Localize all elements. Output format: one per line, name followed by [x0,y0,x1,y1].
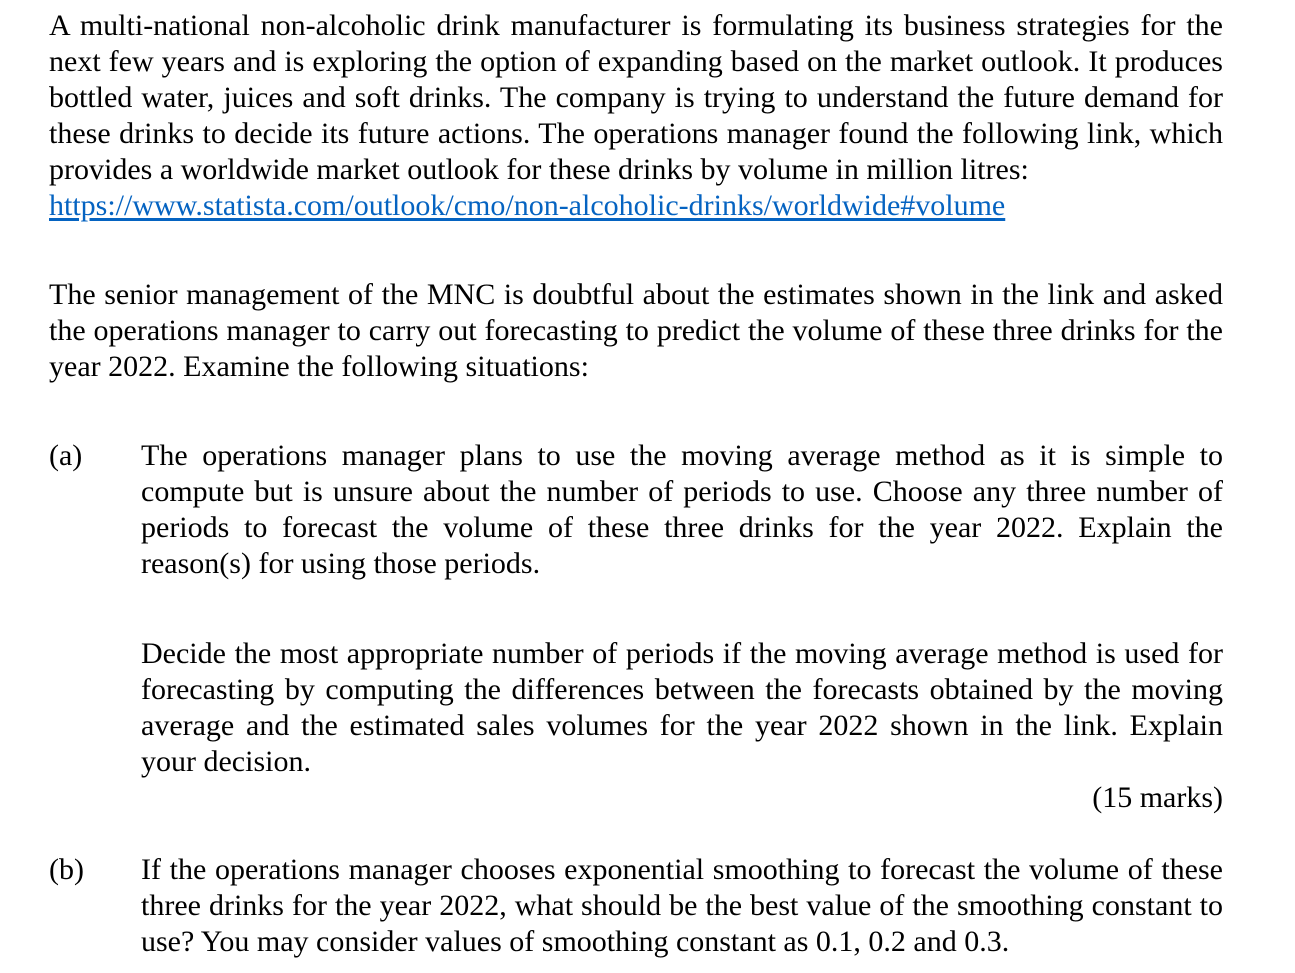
management-paragraph: The senior management of the MNC is doubtful about the estimates shown in the link and asked the operations manager to carry out forecasting to predict the volume of these three drinks for the year 2022. Examine the following situations: [49,278,1223,383]
intro-paragraph: A multi-national non-alcoholic drink manufacturer is formulating its business strategies for the next few years and is exploring the option of expanding based on the market outlook. It produces bottled water, juices and soft drinks. The company is trying to understand the future demand for these drinks to decide its future actions. The operations manager found the following link, which provides a worldwide market outlook for these drinks by volume in million litres: [49,9,1223,186]
question-b-label: (b) [49,853,84,886]
question-b-body [141,852,1223,960]
question-a [49,438,1223,816]
document-page [49,8,1223,960]
question-a-label: (a) [49,439,83,472]
question-b [49,852,1223,960]
question-a-text-2: Decide the most appropriate number of periods if the moving average method is used for forecasting by computing the differences between the forecasts obtained by the moving average and the estimated sales volumes for the year 2022 shown in the link. Explain your decision. [141,637,1223,778]
question-a-body [141,438,1223,816]
question-a-marks: (15 marks) [1092,781,1223,814]
question-b-text-1: If the operations manager chooses exponential smoothing to forecast the volume of these three drinks for the year 2022, what should be the best value of the smoothing constant to use? You may consider values of smoothing constant as 0.1, 0.2 and 0.3. [141,853,1223,958]
statista-link[interactable]: https://www.statista.com/outlook/cmo/non-alcoholic-drinks/worldwide#volume [49,189,1006,222]
question-a-text-1: The operations manager plans to use the moving average method as it is simple to compute but is unsure about the number of periods to use. Choose any three number of periods to forecast the volume of these three drinks for the year 2022. Explain the reason(s) for using those periods. [141,439,1223,580]
